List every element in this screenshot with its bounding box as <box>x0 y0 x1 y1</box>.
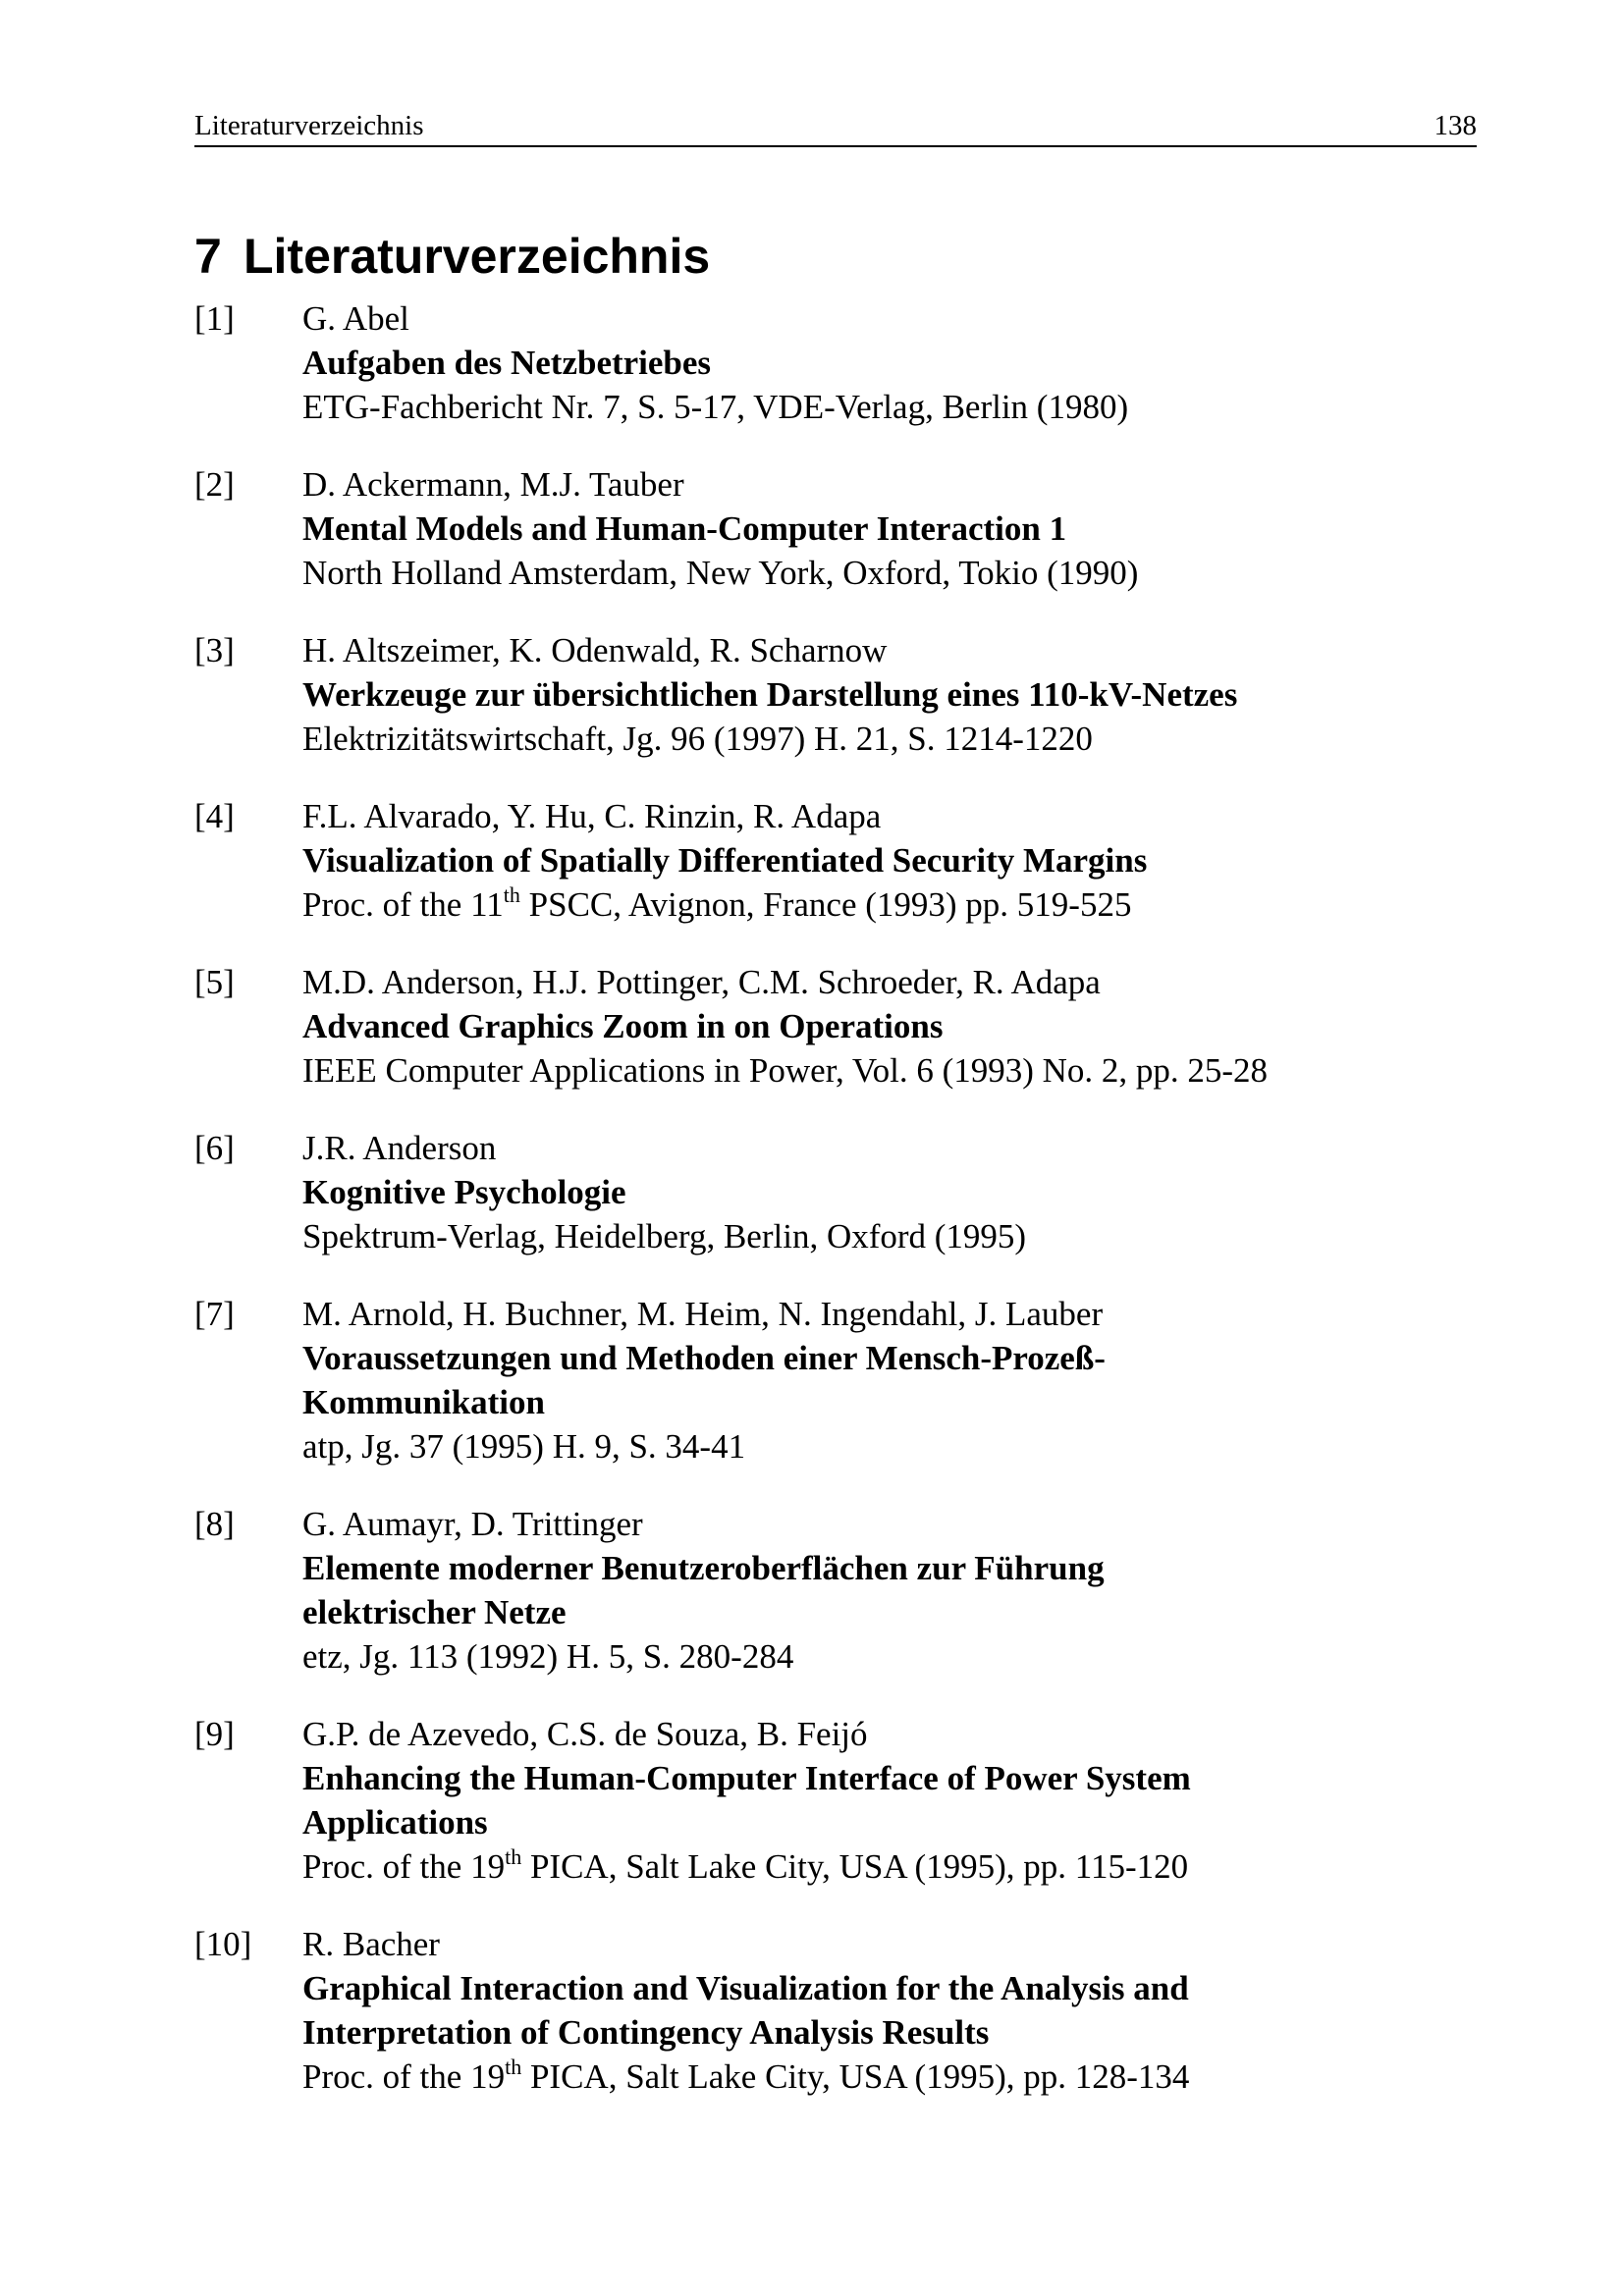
reference-authors: M.D. Anderson, H.J. Pottinger, C.M. Schroeder, R. Adapa <box>302 963 1101 1001</box>
reference-entry <box>194 1712 1500 1889</box>
reference-entry <box>194 628 1500 761</box>
reference-entry <box>194 462 1500 595</box>
reference-authors: M. Arnold, H. Buchner, M. Heim, N. Ingendahl, J. Lauber <box>302 1295 1104 1333</box>
reference-authors: R. Bacher <box>302 1925 440 1963</box>
reference-label: [1] <box>194 299 235 338</box>
reference-label: [2] <box>194 465 235 504</box>
reference-source: atp, Jg. 37 (1995) H. 9, S. 34-41 <box>302 1427 746 1466</box>
reference-entry <box>194 794 1500 927</box>
reference-source: ETG-Fachbericht Nr. 7, S. 5-17, VDE-Verlag, Berlin (1980) <box>302 388 1129 426</box>
reference-title: Werkzeuge zur übersichtlichen Darstellung eines 110-kV-Netzes <box>302 675 1238 714</box>
reference-entry <box>194 1922 1500 2099</box>
reference-entry <box>194 1126 1500 1258</box>
reference-body <box>302 1502 1500 1679</box>
reference-label: [4] <box>194 797 235 835</box>
chapter-title: Literaturverzeichnis <box>243 229 711 284</box>
reference-label: [7] <box>194 1295 235 1333</box>
reference-title: Graphical Interaction and Visualization for the Analysis and <box>302 1969 1189 2007</box>
reference-authors: G. Abel <box>302 299 409 338</box>
ordinal-superscript: th <box>505 1844 522 1869</box>
reference-body <box>302 296 1500 429</box>
chapter-heading <box>194 221 710 292</box>
reference-source-text: Proc. of the 19 <box>302 1847 506 1886</box>
ordinal-superscript: th <box>505 2055 522 2079</box>
reference-source-text: PSCC, Avignon, France (1993) pp. 519-525 <box>519 885 1132 924</box>
reference-source: etz, Jg. 113 (1992) H. 5, S. 280-284 <box>302 1637 794 1676</box>
reference-title: Kognitive Psychologie <box>302 1173 626 1211</box>
reference-entry <box>194 1292 1500 1468</box>
reference-title: Interpretation of Contingency Analysis Results <box>302 2013 990 2052</box>
ordinal-superscript: th <box>503 882 520 907</box>
reference-body <box>302 1922 1500 2099</box>
reference-body <box>302 462 1500 595</box>
reference-body <box>302 960 1500 1093</box>
reference-source: Spektrum-Verlag, Heidelberg, Berlin, Oxford (1995) <box>302 1217 1027 1255</box>
reference-label: [6] <box>194 1129 235 1167</box>
reference-source: IEEE Computer Applications in Power, Vol. 6 (1993) No. 2, pp. 25-28 <box>302 1051 1269 1090</box>
reference-label: [9] <box>194 1715 235 1753</box>
reference-entry <box>194 960 1500 1093</box>
reference-source-text: PICA, Salt Lake City, USA (1995), pp. 115-120 <box>521 1847 1189 1886</box>
reference-title: Advanced Graphics Zoom in on Operations <box>302 1007 944 1045</box>
reference-list <box>194 296 1500 2132</box>
reference-source <box>302 882 1500 927</box>
reference-body <box>302 794 1500 927</box>
reference-source-text: PICA, Salt Lake City, USA (1995), pp. 128-134 <box>521 2057 1190 2096</box>
page-number: 138 <box>1434 110 1477 141</box>
reference-authors: D. Ackermann, M.J. Tauber <box>302 465 684 504</box>
running-header-title: Literaturverzeichnis <box>194 110 424 141</box>
reference-title: Aufgaben des Netzbetriebes <box>302 344 712 382</box>
reference-authors: G. Aumayr, D. Trittinger <box>302 1505 643 1543</box>
reference-title: Voraussetzungen und Methoden einer Mensch-Prozeß- <box>302 1339 1106 1377</box>
reference-title: Visualization of Spatially Differentiated Security Margins <box>302 841 1148 880</box>
reference-body <box>302 1712 1500 1889</box>
reference-label: [8] <box>194 1505 235 1543</box>
reference-title: Enhancing the Human-Computer Interface of Power System <box>302 1759 1191 1797</box>
reference-authors: H. Altszeimer, K. Odenwald, R. Scharnow <box>302 631 888 669</box>
running-header <box>194 106 1477 147</box>
reference-source <box>302 1844 1500 1889</box>
reference-source-text: Proc. of the 19 <box>302 2057 506 2096</box>
reference-body <box>302 1292 1500 1468</box>
reference-label: [10] <box>194 1925 252 1963</box>
reference-title: Kommunikation <box>302 1383 545 1421</box>
reference-body <box>302 628 1500 761</box>
reference-title: elektrischer Netze <box>302 1593 567 1631</box>
reference-label: [3] <box>194 631 235 669</box>
reference-title: Mental Models and Human-Computer Interaction 1 <box>302 509 1067 548</box>
reference-source: North Holland Amsterdam, New York, Oxford, Tokio (1990) <box>302 554 1139 592</box>
reference-title: Applications <box>302 1803 488 1842</box>
reference-title: Elemente moderner Benutzeroberflächen zur Führung <box>302 1549 1105 1587</box>
reference-entry <box>194 296 1500 429</box>
reference-authors: F.L. Alvarado, Y. Hu, C. Rinzin, R. Adapa <box>302 797 882 835</box>
reference-authors: J.R. Anderson <box>302 1129 497 1167</box>
reference-source <box>302 2055 1500 2099</box>
reference-source: Elektrizitätswirtschaft, Jg. 96 (1997) H. 21, S. 1214-1220 <box>302 720 1093 758</box>
chapter-number: 7 <box>194 229 222 284</box>
reference-label: [5] <box>194 963 235 1001</box>
reference-body <box>302 1126 1500 1258</box>
reference-authors: G.P. de Azevedo, C.S. de Souza, B. Feijó <box>302 1715 868 1753</box>
reference-source-text: Proc. of the 11 <box>302 885 504 924</box>
reference-entry <box>194 1502 1500 1679</box>
